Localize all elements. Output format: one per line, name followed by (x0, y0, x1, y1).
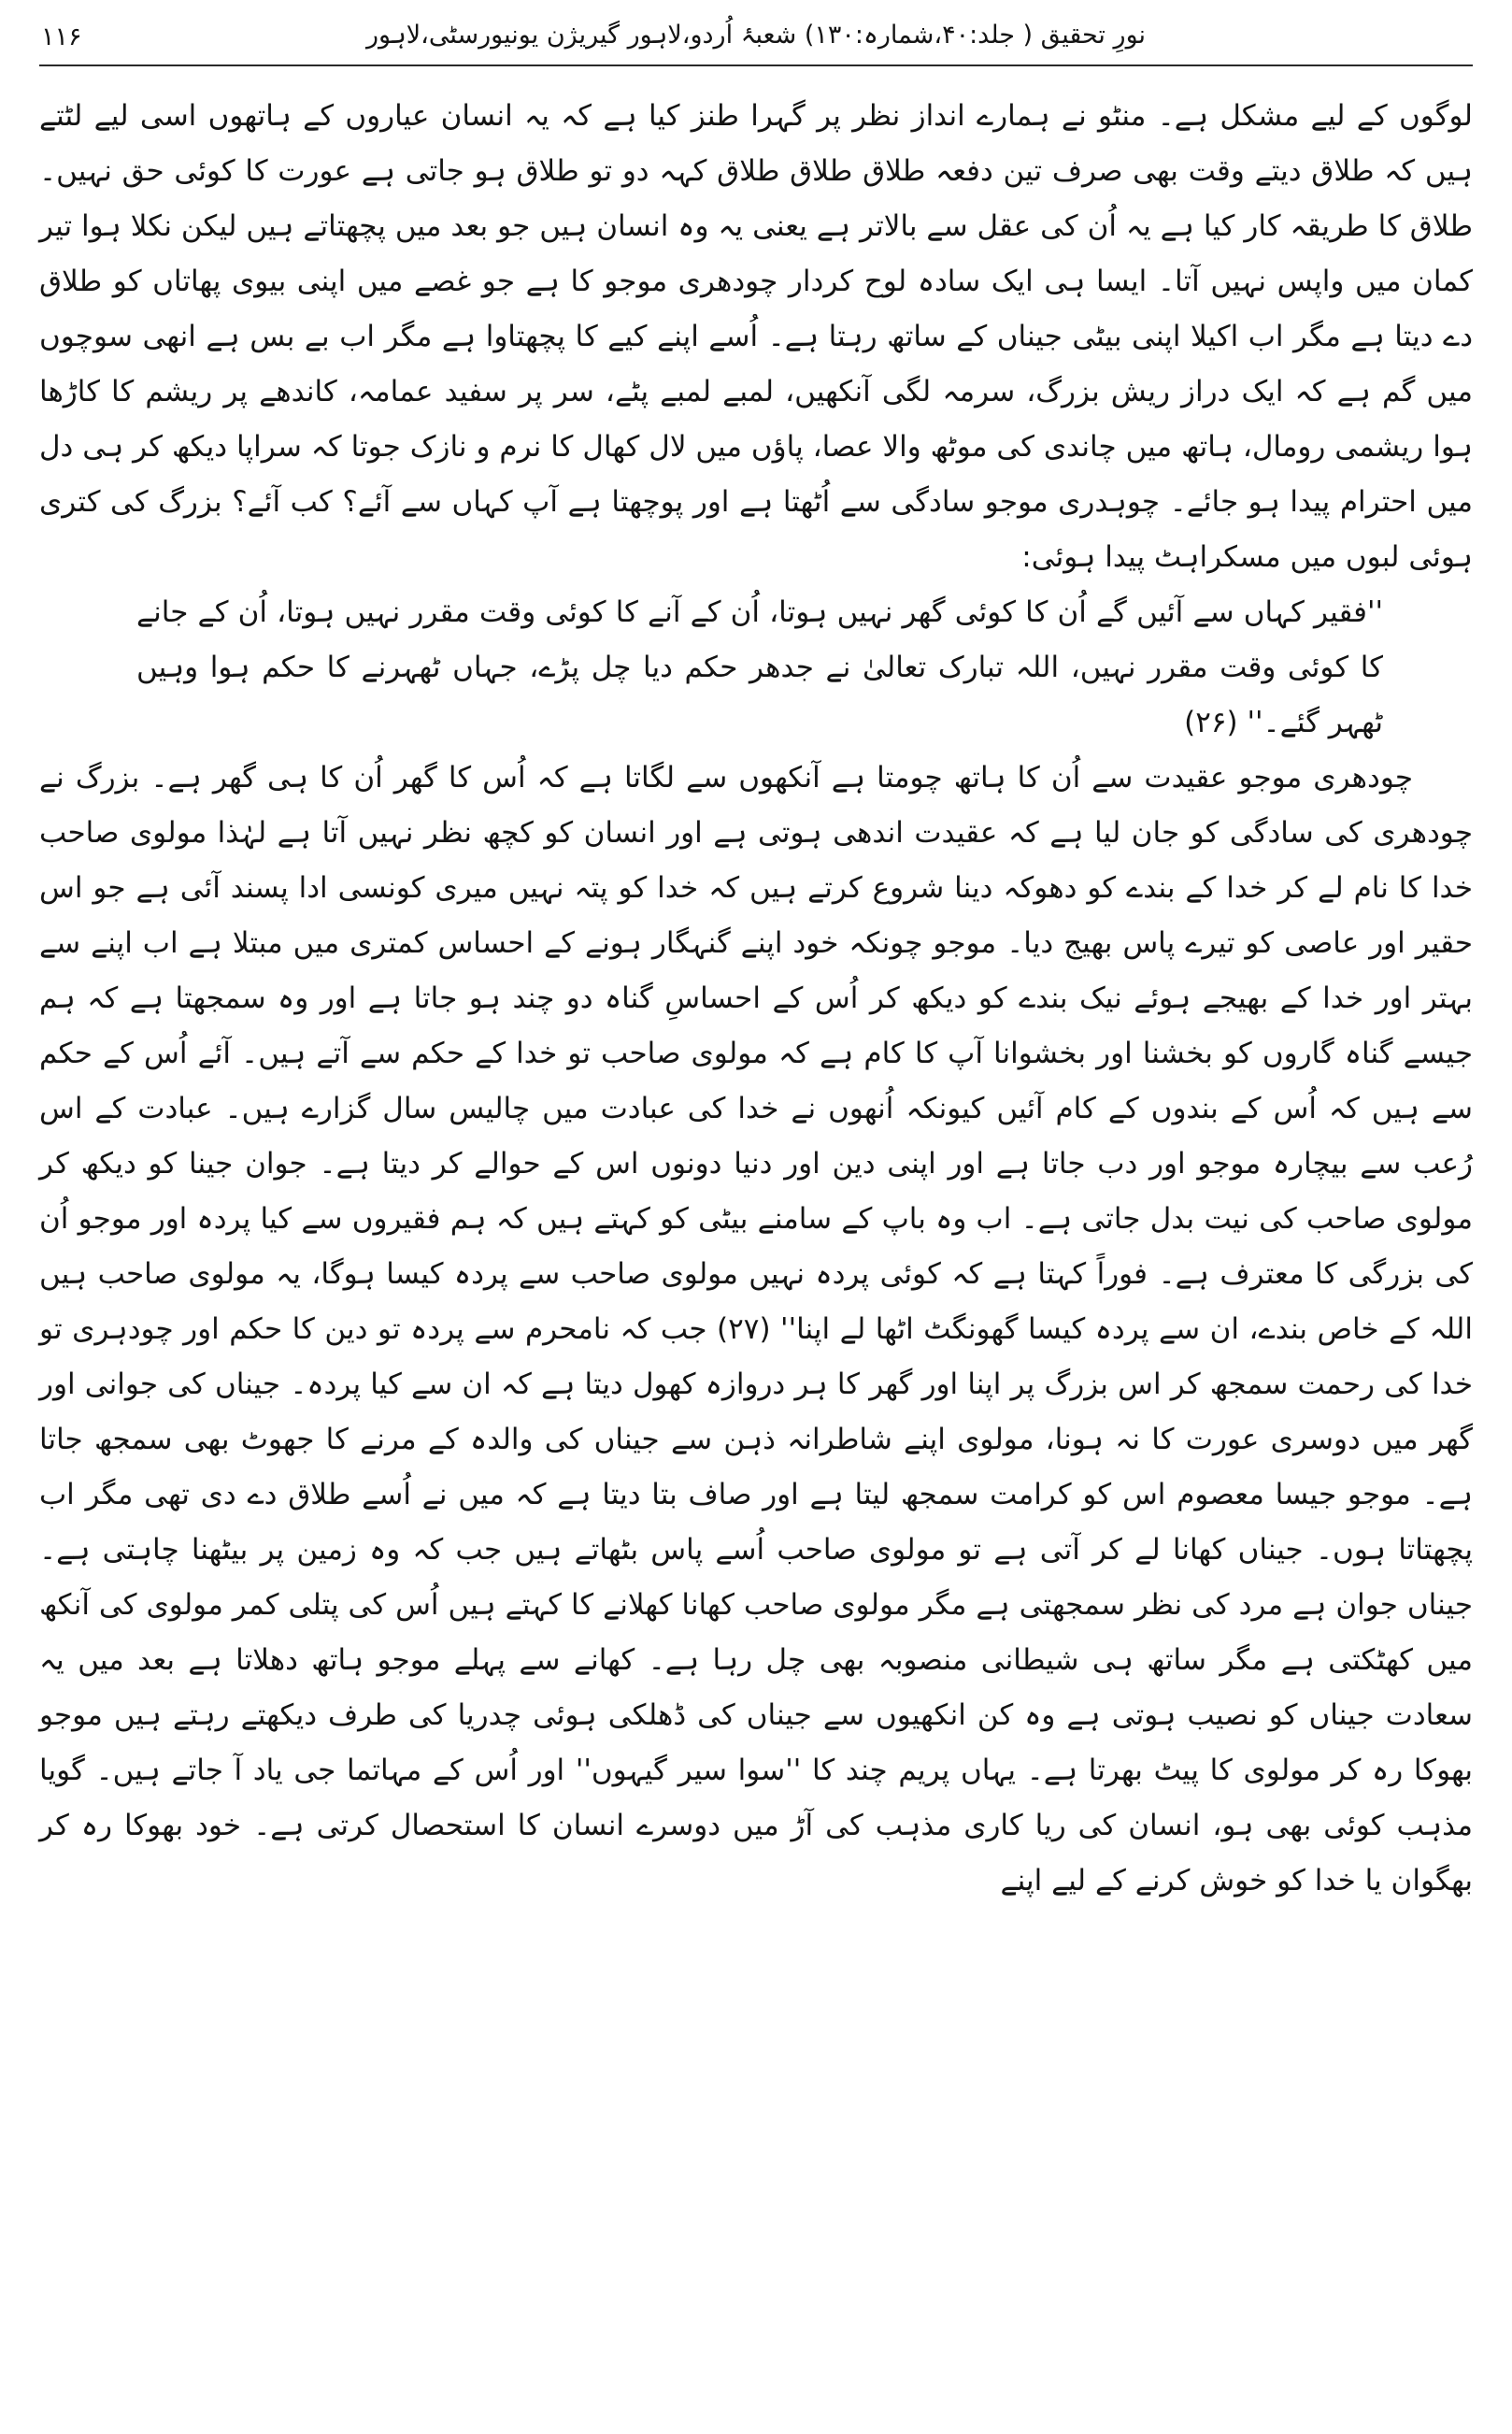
body-paragraph-2: چودھری موجو عقیدت سے اُن کا ہاتھ چومتا ہے آنکھوں سے لگاتا ہے کہ اُس کا گھر اُن کا ہی گھر ہے۔ بزرگ نے چودھری کی سادگی کو جان لیا ہے کہ عقیدت اندھی ہوتی ہے اور انسان کو کچھ نظر نہیں آتا ہے لہٰذا مولوی صاحب خدا کا نام لے کر خدا کے بندے کو دھوکہ دینا شروع کرتے ہیں کہ خدا کو پتہ نہیں میری کونسی ادا پسند آئی ہے جو اس حقیر اور عاصی کو تیرے پاس بھیج دیا۔ موجو چونکہ خود اپنے گنہگار ہونے کے احساس کمتری میں مبتلا ہے اب اپنے سے بہتر اور خدا کے بھیجے ہوئے نیک بندے کو دیکھ کر اُس کے احساسِ گناہ دو چند ہو جاتا ہے اور وہ سمجھتا ہے کہ ہم جیسے گناہ گاروں کو بخشنا اور بخشوانا آپ کا کام ہے کہ مولوی صاحب تو خدا کے حکم سے آتے ہیں۔ آئے اُس کے حکم سے ہیں کہ اُس کے بندوں کے کام آئیں کیونکہ اُنھوں نے خدا کی عبادت میں چالیس سال گزارے ہیں۔ عبادت کے اس رُعب سے بیچارہ موجو اور دب جاتا ہے اور اپنی دین اور دنیا دونوں اس کے حوالے کر دیتا ہے۔ جوان جینا کو دیکھ کر مولوی صاحب کی نیت بدل جاتی ہے۔ اب وہ باپ کے سامنے بیٹی کو کہتے ہیں کہ ہم فقیروں سے کیا پردہ اور موجو اُن کی بزرگی کا معترف ہے۔ فوراً کہتا ہے کہ کوئی پردہ نہیں مولوی صاحب سے پردہ کیسا ہوگا، یہ مولوی صاحب ہیں اللہ کے خاص بندے، ان سے پردہ کیسا گھونگٹ اٹھا لے اپنا'' (۲۷) جب کہ نامحرم سے پردہ تو دین کا حکم اور چودہری تو خدا کی رحمت سمجھ کر اس بزرگ پر اپنا اور گھر کا ہر دروازہ کھول دیتا ہے کہ ان سے کیا پردہ۔ جیناں کی جوانی اور گھر میں دوسری عورت کا نہ ہونا، مولوی اپنے شاطرانہ ذہن سے جیناں کی والدہ کے مرنے کا جھوٹ بھی سمجھ جاتا ہے۔ موجو جیسا معصوم اس کو کرامت سمجھ لیتا ہے اور صاف بتا دیتا ہے کہ میں نے اُسے طلاق دے دی تھی مگر اب پچھتاتا ہوں۔ جیناں کھانا لے کر آتی ہے تو مولوی صاحب اُسے پاس بٹھاتے ہیں جب کہ وہ زمین پر بیٹھنا چاہتی ہے۔ جیناں جوان ہے مرد کی نظر سمجھتی ہے مگر مولوی صاحب کھانا کھلانے کا کہتے ہیں اُس کی پتلی کمر مولوی کی آنکھ میں کھٹکتی ہے مگر ساتھ ہی شیطانی منصوبہ بھی چل رہا ہے۔ کھانے سے پہلے موجو ہاتھ دھلاتا ہے بعد میں یہ سعادت جیناں کو نصیب ہوتی ہے وہ کن انکھیوں سے جیناں کی ڈھلکی ہوئی چدریا کی طرف دیکھتے رہتے ہیں موجو بھوکا رہ کر مولوی کا پیٹ بھرتا ہے۔ یہاں پریم چند کا ''سوا سیر گیہوں'' اور اُس کے مہاتما جی یاد آ جاتے ہیں۔ گویا مذہب کوئی بھی ہو، انسان کی ریا کاری مذہب کی آڑ میں دوسرے انسان کا استحصال کرتی ہے۔ خود بھوکا رہ کر بھگوان یا خدا کو خوش کرنے کے لیے اپنے (39, 761, 1473, 1898)
header-divider (39, 64, 1473, 66)
journal-header-line: نورِ تحقیق ( جلد:۴۰،شمارہ:۱۳۰) شعبۂ اُردو،لاہور گیریژن یونیورسٹی،لاہور (365, 21, 1147, 50)
page-number: ۱۱۶ (41, 22, 82, 51)
block-quotation: ''فقیر کہاں سے آئیں گے اُن کا کوئی گھر نہیں ہوتا، اُن کے آنے کا کوئی وقت مقرر نہیں ہوتا، اُن کے جانے کا کوئی وقت مقرر نہیں، اللہ تبارک تعالیٰ نے جدھر حکم دیا چل پڑے، جہاں ٹھہرنے کا حکم ہوا وہیں ٹھہر گئے۔'' (۲۶) (136, 595, 1383, 740)
page-body (39, 89, 1473, 1909)
body-paragraph-1: لوگوں کے لیے مشکل ہے۔ منٹو نے ہمارے انداز نظر پر گہرا طنز کیا ہے کہ یہ انسان عیاروں کے ہاتھوں اسی لیے لٹتے ہیں کہ طلاق دیتے وقت بھی صرف تین دفعہ طلاق طلاق طلاق کہہ دو تو طلاق ہو جاتی ہے عورت کا کوئی حق نہیں۔ طلاق کا طریقہ کار کیا ہے یہ اُن کی عقل سے بالاتر ہے یعنی یہ وہ انسان ہیں جو بعد میں پچھتاتے ہیں لیکن نکلا ہوا تیر کمان میں واپس نہیں آتا۔ ایسا ہی ایک سادہ لوح کردار چودھری موجو کا ہے جو غصے میں اپنی بیوی پھاتاں کو طلاق دے دیتا ہے مگر اب اکیلا اپنی بیٹی جیناں کے ساتھ رہتا ہے۔ اُسے اپنے کیے کا پچھتاوا ہے مگر اب بے بس ہے انھی سوچوں میں گم ہے کہ ایک دراز ریش بزرگ، سرمہ لگی آنکھیں، لمبے لمبے پٹے، سر پر سفید عمامہ، کاندھے پر ریشم کا کاڑھا ہوا ریشمی رومال، ہاتھ میں چاندی کی موٹھ والا عصا، پاؤں میں لال کھال کا نرم و نازک جوتا کہ سراپا دیکھ کر ہی دل میں احترام پیدا ہو جائے۔ چوہدری موجو سادگی سے اُٹھتا ہے اور پوچھتا ہے آپ کہاں سے آئے؟ کب آئے؟ بزرگ کی کتری ہوئی لبوں میں مسکراہٹ پیدا ہوئی: (39, 99, 1473, 575)
page-header (39, 9, 1473, 64)
